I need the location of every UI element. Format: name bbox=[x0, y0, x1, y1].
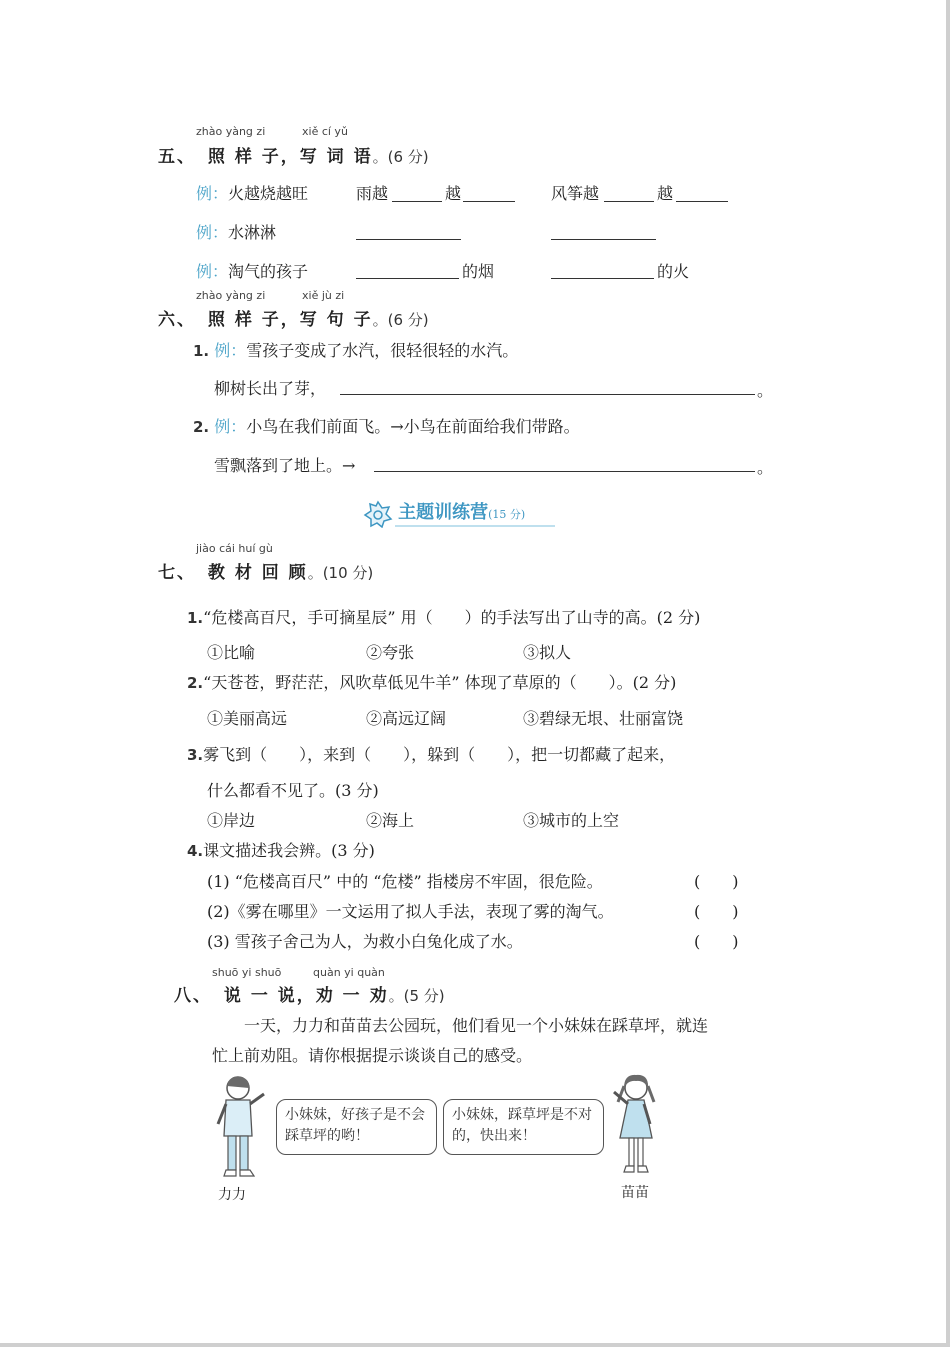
section-number: 五、 bbox=[158, 147, 196, 167]
answer-blank[interactable] bbox=[551, 278, 654, 279]
section-heading bbox=[158, 305, 429, 330]
question bbox=[187, 605, 700, 628]
example-text: 淘气的孩子 bbox=[228, 262, 309, 281]
boy-lili-illustration bbox=[214, 1074, 274, 1186]
example-prefix: 例： bbox=[196, 184, 229, 203]
section-number: 八、 bbox=[174, 986, 212, 1006]
example-prefix: 例： bbox=[196, 262, 229, 281]
question-text: 雾飞到（ ），来到（ ），躲到（ ），把一切都藏了起来， bbox=[203, 745, 676, 764]
paragraph-line: 忙上前劝阻。请你根据提示谈谈自己的感受。 bbox=[212, 1046, 533, 1065]
section-title: 照 样 子， bbox=[207, 147, 300, 167]
section-score: 。(6 分) bbox=[372, 148, 429, 166]
option[interactable]: ①岸边 bbox=[207, 811, 256, 830]
banner-badge-icon bbox=[363, 500, 393, 528]
question-prompt: 雪飘落到了地上。→ bbox=[214, 456, 356, 475]
sentence-end: 。 bbox=[757, 458, 774, 477]
question bbox=[187, 742, 675, 765]
judge-bracket[interactable]: ( ) bbox=[694, 932, 739, 951]
question bbox=[193, 414, 580, 437]
fill-prompt: 的烟 bbox=[462, 262, 495, 281]
example-text: 火越烧越旺 bbox=[228, 184, 309, 203]
question-number: 3. bbox=[187, 746, 204, 764]
pinyin: jiào cái huí gù bbox=[196, 542, 273, 555]
option[interactable]: ②海上 bbox=[366, 811, 415, 830]
question-text: 课文描述我会辨。(3 分) bbox=[203, 841, 375, 860]
fill-prompt: 越 bbox=[445, 184, 462, 203]
fill-prompt: 越 bbox=[657, 184, 674, 203]
section-title: 写 句 子 bbox=[299, 310, 373, 330]
speech-bubble-lili: 小妹妹，好孩子是不会踩草坪的哟！ bbox=[276, 1099, 437, 1155]
fill-prompt: 的火 bbox=[657, 262, 690, 281]
pinyin: xiě cí yǔ bbox=[302, 125, 348, 138]
question-number: 2. bbox=[193, 418, 210, 436]
option[interactable]: ②夸张 bbox=[366, 643, 415, 662]
pinyin: shuō yi shuō bbox=[212, 966, 282, 979]
banner-score: (15 分) bbox=[488, 508, 526, 521]
pinyin: xiě jù zi bbox=[302, 289, 345, 302]
speech-bubble-miaomiao: 小妹妹，踩草坪是不对的，快出来！ bbox=[443, 1099, 604, 1155]
example-row bbox=[196, 259, 308, 282]
question bbox=[187, 670, 676, 693]
option[interactable]: ①比喻 bbox=[207, 643, 256, 662]
paragraph-line: 一天，力力和苗苗去公园玩，他们看见一个小妹妹在踩草坪，就连 bbox=[244, 1016, 709, 1035]
question bbox=[187, 838, 375, 861]
answer-blank[interactable] bbox=[356, 239, 461, 240]
section-title: 劝 一 劝 bbox=[315, 986, 389, 1006]
answer-blank[interactable] bbox=[463, 201, 515, 202]
option[interactable]: ②高远辽阔 bbox=[366, 709, 447, 728]
option[interactable]: ③城市的上空 bbox=[523, 811, 620, 830]
answer-blank[interactable] bbox=[340, 394, 755, 395]
pinyin: zhào yàng zi bbox=[196, 289, 266, 302]
pinyin: zhào yàng zi bbox=[196, 125, 266, 138]
section-heading bbox=[158, 558, 373, 583]
answer-blank[interactable] bbox=[551, 239, 656, 240]
question-text: “天苍苍，野茫茫，风吹草低见牛羊” 体现了草原的（ ）。(2 分) bbox=[203, 673, 677, 692]
example-text: 水淋淋 bbox=[228, 223, 277, 242]
example-prefix: 例： bbox=[214, 341, 247, 360]
banner-underline bbox=[395, 525, 555, 527]
section-number: 六、 bbox=[158, 310, 196, 330]
judge-item: (1) “危楼高百尺” 中的 “危楼” 指楼房不牢固，很危险。 bbox=[207, 872, 603, 891]
section-score: 。(10 分) bbox=[307, 564, 374, 582]
answer-blank[interactable] bbox=[374, 471, 755, 472]
theme-banner bbox=[363, 498, 525, 528]
question-number: 4. bbox=[187, 842, 204, 860]
option[interactable]: ③碧绿无垠、壮丽富饶 bbox=[523, 709, 684, 728]
banner-title: 主题训练营 bbox=[398, 502, 489, 523]
girl-miaomiao-illustration bbox=[606, 1072, 666, 1182]
answer-blank[interactable] bbox=[392, 201, 442, 202]
answer-blank[interactable] bbox=[604, 201, 654, 202]
section-title: 教 材 回 顾 bbox=[207, 563, 308, 583]
answer-blank[interactable] bbox=[356, 278, 459, 279]
section-number: 七、 bbox=[158, 563, 196, 583]
character-name: 力力 bbox=[218, 1187, 246, 1203]
section-score: 。(6 分) bbox=[372, 311, 429, 329]
section-heading bbox=[158, 142, 429, 167]
question-prompt: 柳树长出了芽， bbox=[214, 379, 327, 398]
answer-blank[interactable] bbox=[676, 201, 728, 202]
section-title: 写 词 语 bbox=[299, 147, 373, 167]
judge-item: (3) 雪孩子舍己为人，为救小白兔化成了水。 bbox=[207, 932, 523, 951]
example-text: 小鸟在我们前面飞。→小鸟在前面给我们带路。 bbox=[246, 417, 580, 436]
section-title: 说 一 说， bbox=[223, 986, 316, 1006]
section-heading bbox=[174, 981, 445, 1006]
option[interactable]: ①美丽高远 bbox=[207, 709, 288, 728]
fill-prompt: 雨越 bbox=[356, 184, 389, 203]
character-name: 苗苗 bbox=[621, 1185, 649, 1201]
example-row bbox=[196, 181, 308, 204]
judge-item: (2)《雾在哪里》一文运用了拟人手法，表现了雾的淘气。 bbox=[207, 902, 614, 921]
section-score: 。(5 分) bbox=[388, 987, 445, 1005]
question-text-continued: 什么都看不见了。(3 分) bbox=[207, 781, 379, 800]
judge-bracket[interactable]: ( ) bbox=[694, 872, 739, 891]
question bbox=[193, 338, 518, 361]
question-number: 1. bbox=[187, 609, 204, 627]
option[interactable]: ③拟人 bbox=[523, 643, 572, 662]
fill-prompt: 风筝越 bbox=[551, 184, 600, 203]
judge-bracket[interactable]: ( ) bbox=[694, 902, 739, 921]
pinyin: quàn yi quàn bbox=[313, 966, 385, 979]
question-number: 1. bbox=[193, 342, 210, 360]
example-prefix: 例： bbox=[196, 223, 229, 242]
example-prefix: 例： bbox=[214, 417, 247, 436]
sentence-end: 。 bbox=[757, 381, 774, 400]
example-text: 雪孩子变成了水汽，很轻很轻的水汽。 bbox=[246, 341, 519, 360]
question-number: 2. bbox=[187, 674, 204, 692]
question-text: “危楼高百尺，手可摘星辰” 用（ ）的手法写出了山寺的高。(2 分) bbox=[203, 608, 701, 627]
example-row bbox=[196, 220, 276, 243]
section-title: 照 样 子， bbox=[207, 310, 300, 330]
